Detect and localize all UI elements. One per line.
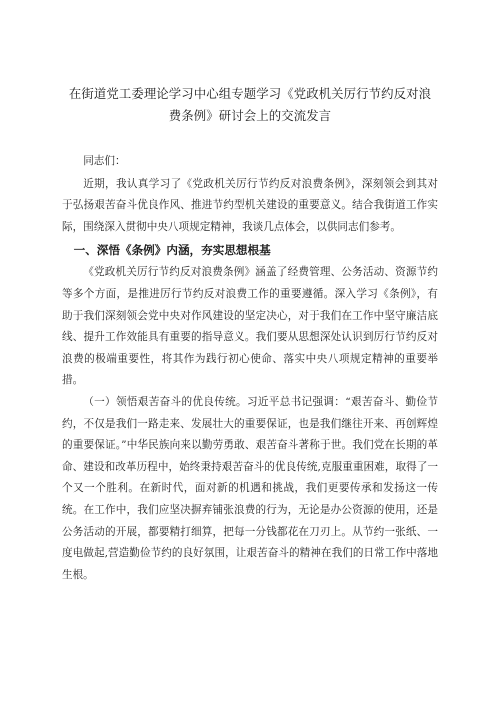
section-1-paragraph-1: 《党政机关厉行节约反对浪费条例》涵盖了经费管理、公务活动、资源节约等多个方面，是推进厉行节约反对浪费工作的重要遵循。深入学习《条例》，有助于我们深刻领会党中央对作风建设的坚定决心，对于我们在工作中坚守廉洁底线、提升工作效能具有重要的指导意义。我们要从思想深处认识到厉行节约反对浪费的极端重要性，将其作为践行初心使命、落实中央八项规定精神的重要举措。 [62, 266, 438, 387]
section-heading-1: 一、深悟《条例》内涵，夯实思想根基 [73, 243, 271, 258]
title-line-2: 费条例》研讨会上的交流发言 [168, 108, 332, 123]
section-1-paragraph-2: （一）领悟艰苦奋斗的优良传统。习近平总书记强调：“艰苦奋斗、勤俭节约，不仅是我们一路走来、发展壮大的重要保证，也是我们继往开来、再创辉煌的重要保证。”中华民族向来以勤劳勇敢、艰苦奋斗著称于世。我们党在长期的革命、建设和改革历程中，始终秉持艰苦奋斗的优良传统,克服重重困难，取得了一个又一个胜利。在新时代，面对新的机遇和挑战，我们更要传承和发扬这一传统。在工作中，我们应坚决摒弃铺张浪费的行为，无论是办公资源的使用，还是公务活动的开展，都要精打细算，把每一分钱都花在刀刃上。从节约一张纸、一度电做起,营造勤俭节约的良好氛围，让艰苦奋斗的精神在我们的日常工作中落地生根。 [62, 395, 438, 581]
document-body [62, 151, 438, 586]
salutation: 同志们： [83, 155, 126, 167]
document-title [62, 83, 438, 127]
intro-paragraph: 近期，我认真学习了《党政机关厉行节约反对浪费条例》，深刻领会到其对于弘扬艰苦奋斗优良作风、推进节约型机关建设的重要意义。结合我街道工作实际，围绕深入贯彻中央八项规定精神，我谈几点体会，以供同志们参考。 [62, 177, 438, 233]
title-line-1: 在街道党工委理论学习中心组专题学习《党政机关厉行节约反对浪 [68, 86, 432, 101]
